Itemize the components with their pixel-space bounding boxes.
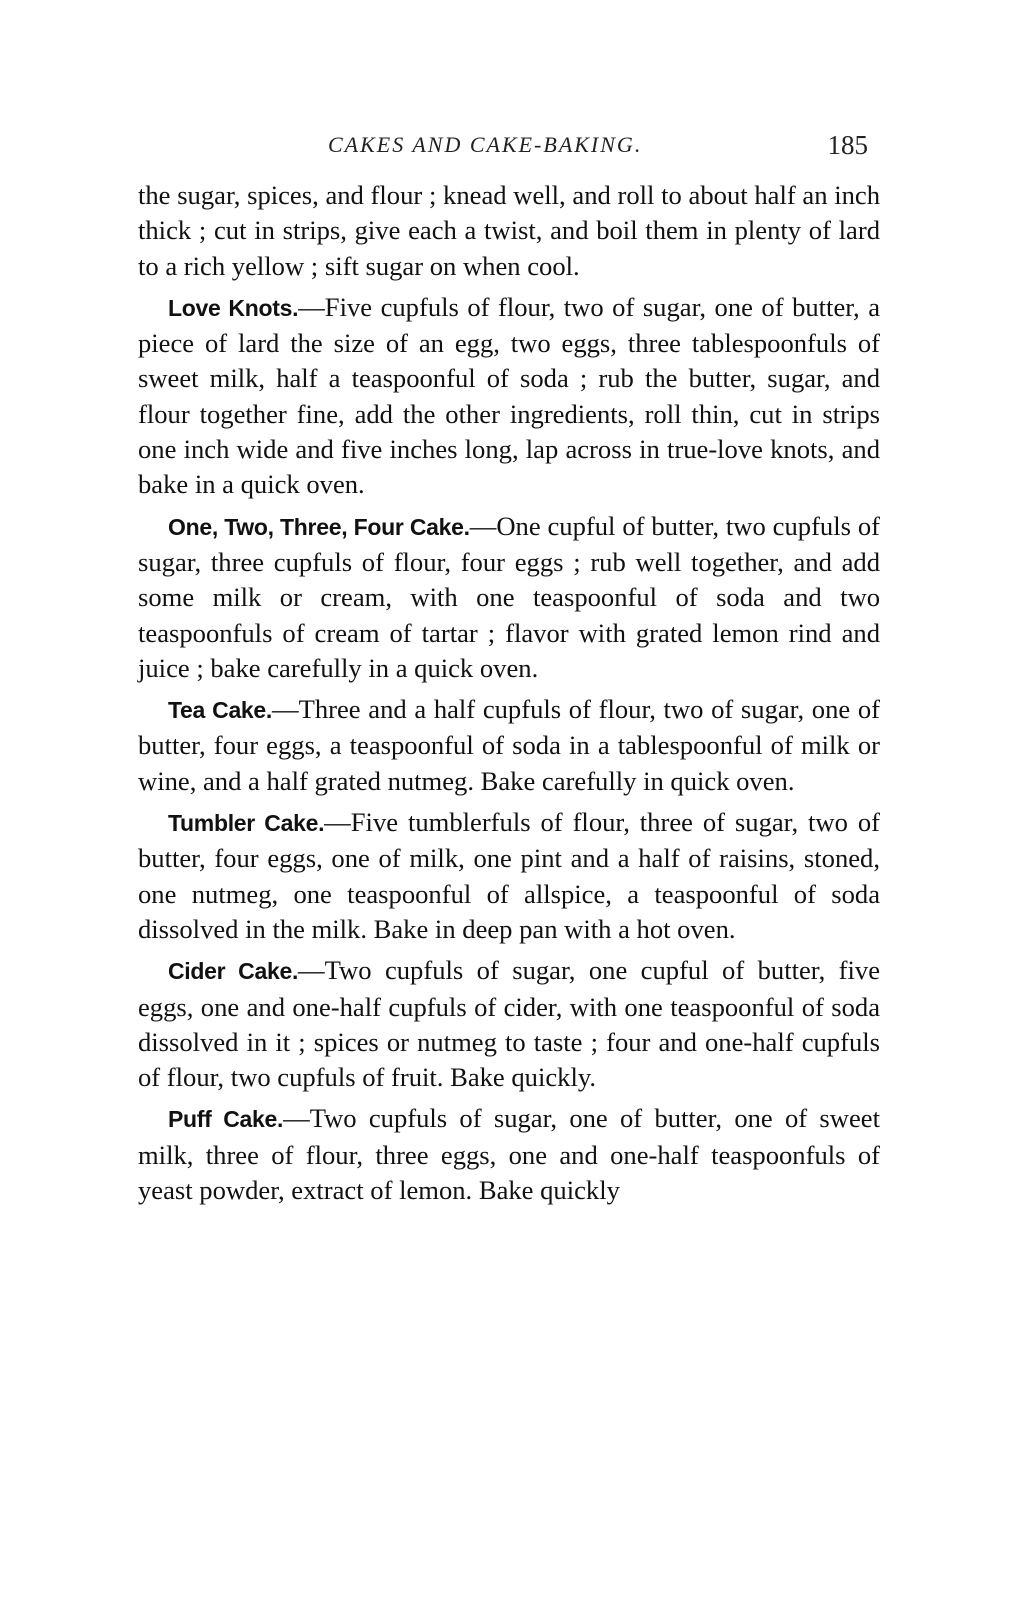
recipe-heading: Love Knots. — [168, 294, 299, 321]
recipe-tumbler-cake — [138, 805, 880, 947]
recipe-one-two-three-four-cake — [138, 509, 880, 686]
recipe-heading: Cider Cake. — [168, 958, 299, 985]
recipe-text: —Three and a half cupfuls of flour, two of sugar, one of butter, four eggs, a teaspoonful of soda in a tablespoonful of milk or wine, and a half grated nutmeg. Bake carefully in quick oven. — [138, 694, 880, 796]
running-title: CAKES AND CAKE-BAKING. — [328, 132, 643, 157]
recipe-heading: Tea Cake. — [168, 697, 273, 724]
recipe-text: —One cupful of butter, two cupfuls of sugar, three cupfuls of flour, four eggs ; rub well together, and add some milk or cream, with one teaspoonful of soda and two teaspoonfuls of cream of tartar ; flavor with grated lemon rind and juice ; bake carefully in a quick oven. — [138, 510, 880, 683]
recipe-heading: One, Two, Three, Four Cake. — [168, 513, 470, 540]
book-page — [138, 0, 880, 1600]
recipe-heading: Tumbler Cake. — [168, 810, 325, 837]
recipe-text: —Two cupfuls of sugar, one cupful of butter, five eggs, one and one-half cupfuls of cider, with one teaspoonful of soda dissolved in it ; spices or nutmeg to taste ; four and one-half cupfuls of flour, two cupfuls of fruit. Bake quickly. — [138, 955, 880, 1093]
recipe-love-knots — [138, 290, 880, 503]
recipe-heading: Puff Cake. — [168, 1106, 284, 1133]
recipe-text: —Two cupfuls of sugar, one of butter, one of sweet milk, three of flour, three eggs, one and one-half teaspoonfuls of yeast powder, extract of lemon. Bake quickly — [138, 1103, 880, 1206]
page-body — [138, 178, 880, 1214]
recipe-text: —Five tumblerfuls of flour, three of sugar, two of butter, four eggs, one of milk, one pint and a half of raisins, stoned, one nutmeg, one teaspoonful of allspice, a teaspoonful of soda dissolved in the milk. Bake in deep pan with a hot oven. — [138, 807, 880, 944]
recipe-puff-cake — [138, 1101, 880, 1208]
page-number: 185 — [827, 130, 868, 160]
recipe-tea-cake — [138, 692, 880, 799]
running-head — [138, 128, 880, 168]
paragraph-continuation — [138, 178, 880, 284]
recipe-text: —Five cupfuls of flour, two of sugar, one of butter, a piece of lard the size of an egg, two eggs, three tablespoonfuls of sweet milk, half a teaspoonful of soda ; rub the butter, sugar, and flour together fine, add the other ingredients, roll thin, cut in strips one inch wide and five inches long, lap across in true-love knots, and bake in a quick oven. — [138, 291, 880, 500]
paragraph-text: the sugar, spices, and flour ; knead well, and roll to about half an inch thick ; cut in strips, give each a twist, and boil them in plenty of lard to a rich yellow ; sift sugar on when cool. — [138, 180, 880, 281]
recipe-cider-cake — [138, 953, 880, 1095]
